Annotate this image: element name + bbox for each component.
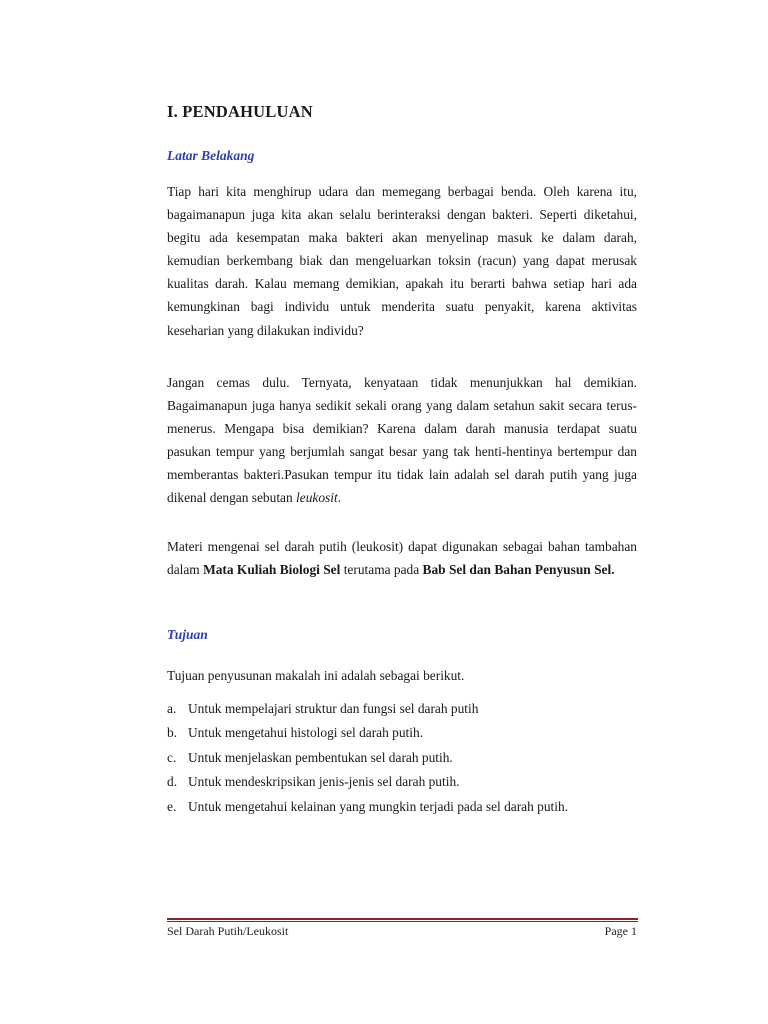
list-item bbox=[167, 770, 637, 794]
footer-title: Sel Darah Putih/Leukosit bbox=[167, 924, 289, 938]
paragraph-2-end: . bbox=[337, 490, 342, 506]
paragraph-3-bold-course: Mata Kuliah Biologi Sel bbox=[203, 562, 341, 578]
list-item-text: Untuk menjelaskan pembentukan sel darah putih. bbox=[188, 749, 453, 765]
list-item bbox=[167, 721, 637, 745]
footer-rule bbox=[167, 918, 638, 920]
paragraph-1: Tiap hari kita menghirup udara dan memegang berbagai benda. Oleh karena itu, bagaimanapun juga kita akan selalu berinteraksi dengan bakteri. Seperti diketahui, begitu ada kesempatan maka bakteri akan menyelinap masuk ke dalam darah, kemudian berkembang biak dan mengeluarkan toksin (racun) yang dapat merusak kualitas darah. Kalau memang demikian, apakah itu berarti bahwa setiap hari ada kemungkinan bagi individu untuk menderita suatu penyakit, karena aktivitas keseharian yang dilakukan individu? bbox=[167, 184, 637, 338]
list-marker: e. bbox=[167, 798, 177, 814]
chapter-heading: I. PENDAHULUAN bbox=[167, 102, 313, 121]
tujuan-intro: Tujuan penyusunan makalah ini adalah sebagai berikut. bbox=[167, 668, 465, 683]
tujuan-list bbox=[167, 697, 637, 819]
paragraph-2-italic-term: leukosit bbox=[296, 490, 338, 506]
list-item-text: Untuk mendeskripsikan jenis-jenis sel darah putih. bbox=[188, 774, 460, 790]
list-item bbox=[167, 795, 637, 819]
footer-rule-thin bbox=[167, 921, 638, 922]
paragraph-3 bbox=[167, 535, 637, 581]
subheading-tujuan: Tujuan bbox=[167, 627, 208, 642]
list-item bbox=[167, 746, 637, 770]
paragraph-2 bbox=[167, 371, 637, 510]
list-item bbox=[167, 697, 637, 721]
list-marker: b. bbox=[167, 725, 178, 741]
paragraph-3-text-b: terutama pada bbox=[340, 562, 423, 578]
paragraph-3-text-a: Materi mengenai sel darah putih (leukosit) dapat digunakan sebagai bahan tambahan dalam bbox=[167, 539, 637, 578]
subheading-latar-belakang: Latar Belakang bbox=[167, 148, 255, 163]
paragraph-3-bold-chapter: Bab Sel dan Bahan Penyusun Sel. bbox=[422, 562, 615, 578]
list-item-text: Untuk mengetahui histologi sel darah putih. bbox=[188, 725, 424, 741]
list-item-text: Untuk mempelajari struktur dan fungsi sel darah putih bbox=[188, 701, 479, 716]
list-marker: d. bbox=[167, 774, 178, 790]
list-marker: c. bbox=[167, 749, 177, 765]
page-number: Page 1 bbox=[604, 924, 637, 938]
list-marker: a. bbox=[167, 701, 177, 716]
list-item-text: Untuk mengetahui kelainan yang mungkin terjadi pada sel darah putih. bbox=[188, 798, 569, 814]
paragraph-2-text: Jangan cemas dulu. Ternyata, kenyataan tidak menunjukkan hal demikian. Bagaimanapun juga hanya sedikit sekali orang yang dalam setahun sakit secara terus-menerus. Mengapa bisa demikian? Karena dalam darah manusia terdapat suatu pasukan tempur yang berjumlah sangat besar yang tak henti-hentinya bertempur dan memberantas bakteri.Pasukan tempur itu tidak lain adalah sel darah putih yang juga dikenal dengan sebutan bbox=[167, 375, 637, 506]
